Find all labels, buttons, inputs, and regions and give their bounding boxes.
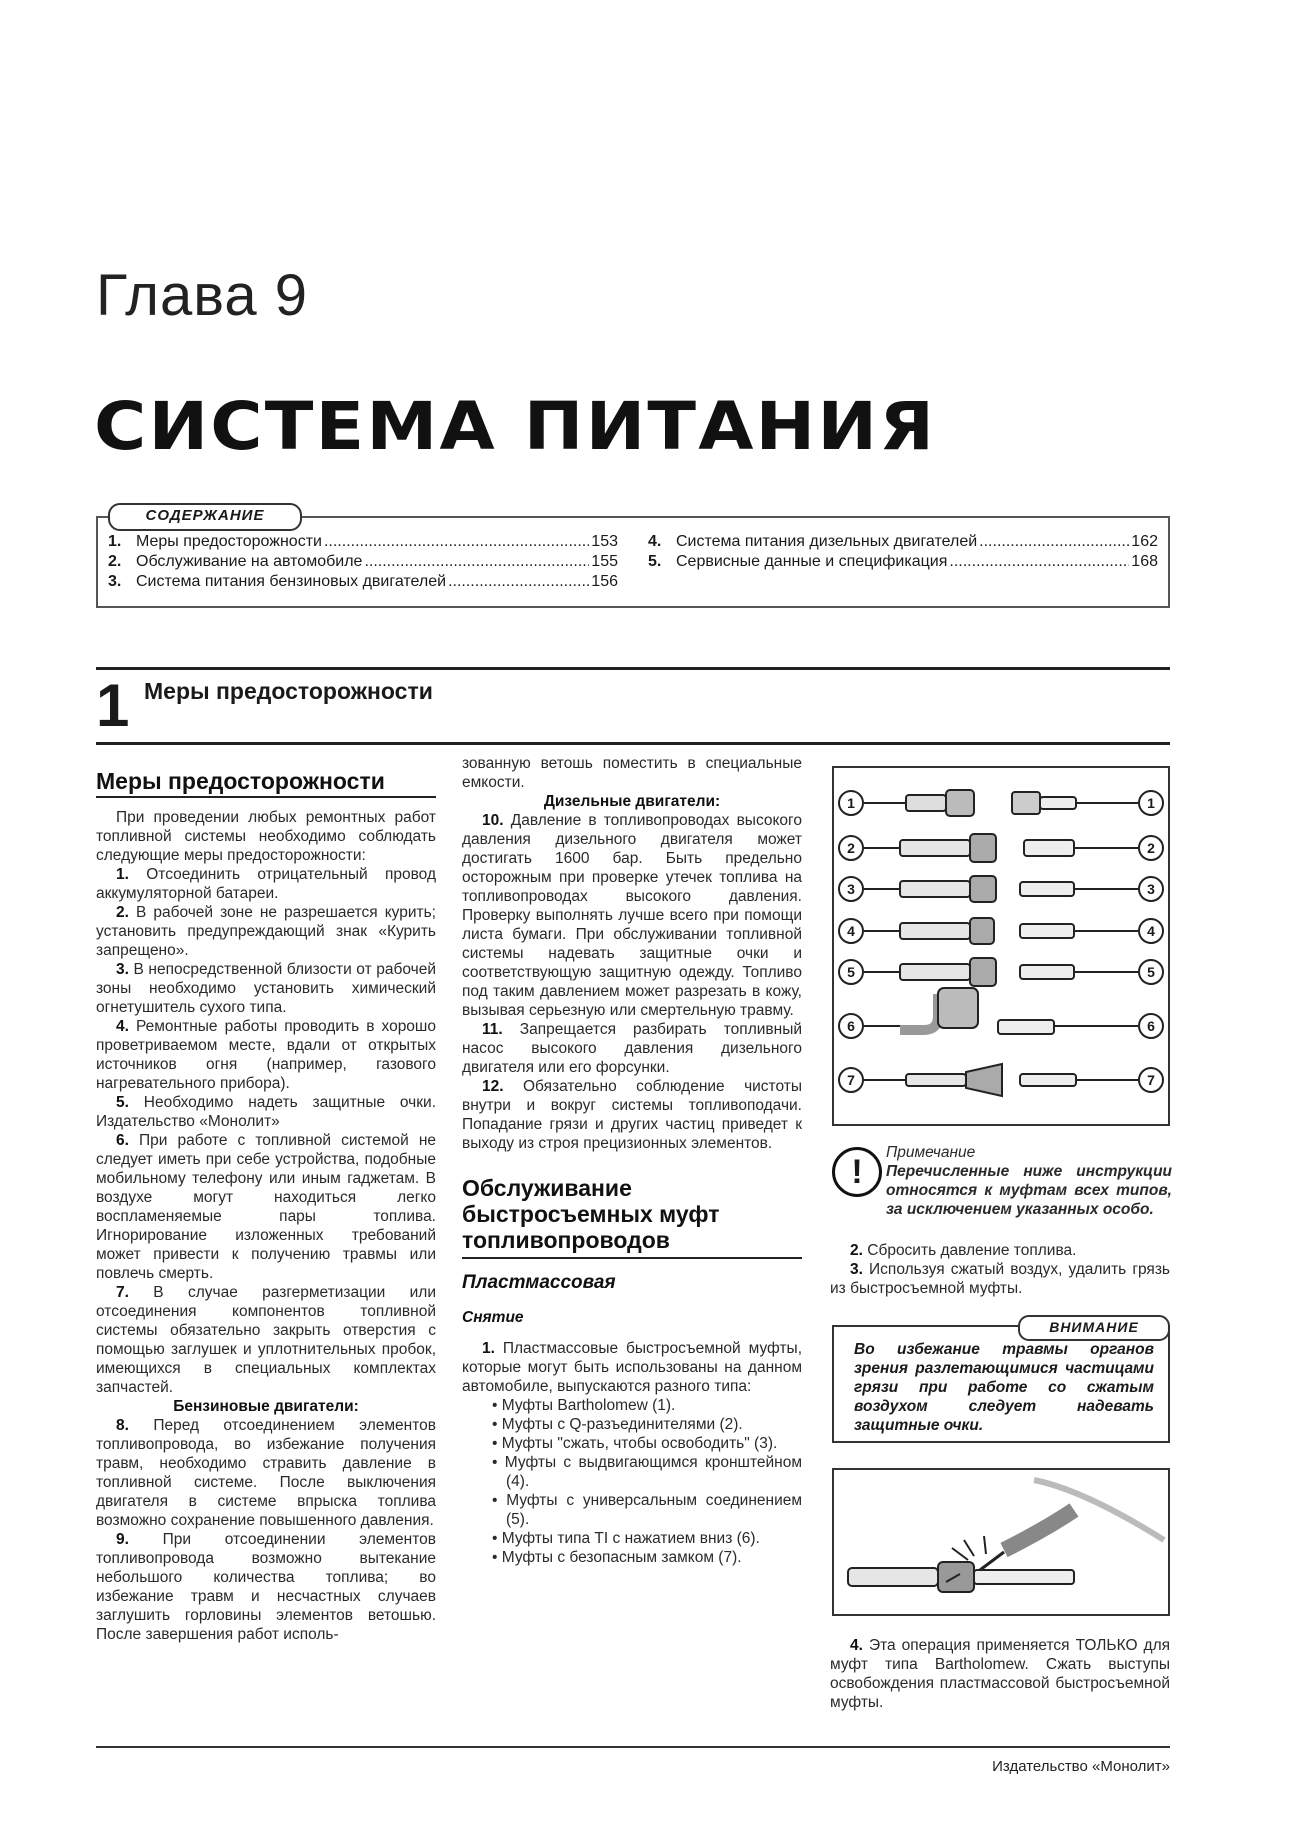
- item-number: 2.: [116, 904, 129, 921]
- item-text: При работе с топливной системой не следует иметь при себе устройства, подобные мобильному телефону или иным гаджетам. В воздухе могут находиться легко воспламеняемые пары топлива. Игнорирование изложенных требований может привести к получению травмы или повлечь смерть.: [96, 1132, 436, 1282]
- figure-label: 1: [838, 790, 864, 816]
- list-item: [96, 865, 436, 903]
- bullet-text: Муфты Bartholomew (1).: [501, 1397, 676, 1414]
- step-text: Пластмассовые быстросъемной муфты, которые могут быть использованы на данном автомобиле, выпускаются разного типа:: [462, 1340, 802, 1395]
- figure-label: 7: [838, 1067, 864, 1093]
- figure-label: 7: [1138, 1067, 1164, 1093]
- note-exclamation-icon: !: [832, 1147, 882, 1197]
- toc-item-page: 168: [1131, 553, 1158, 570]
- list-item: [96, 1093, 436, 1131]
- item-text: Перед отсоединением элементов топливопровода, во избежание получения травм, необходимо стравить давление в топливной системе. После выключения двигателя в системе впрыска топлива возможно сохранение повышенного давления.: [96, 1417, 437, 1529]
- item-text: Необходимо надеть защитные очки. Издательство «Монолит»: [96, 1094, 437, 1130]
- plastic-subheading: Пластмассовая: [462, 1272, 616, 1293]
- item-text: При отсоединении элементов топливопровода возможно вытекание небольшого количества топлива; во избежание травм и несчастных случаев заглушить горловины элементов ветошью. После завершения работ исполь-: [96, 1531, 436, 1643]
- list-item: [830, 1241, 1170, 1260]
- section-rule-bottom: [96, 742, 1170, 745]
- bullet-item: [462, 1415, 802, 1434]
- item-number: 7.: [116, 1284, 129, 1301]
- figure-label: 2: [1138, 835, 1164, 861]
- bullet-icon: •: [492, 1435, 502, 1452]
- item-text: Давление в топливопроводах высокого давления дизельного двигателя может достигать 1600 бар. Быть предельно осторожным при проверке утечек топлива на топливопроводах высокого давления. Проверку выполнять лучше всего при помощи листа бумаги. При обслуживании топливной системы надевать защитные очки и соответствующую защитную одежду. Топливо под таким давлением может разрезать в кожу, вызывая серьезную или смертельную травму.: [462, 812, 802, 1019]
- item-text: Отсоединить отрицательный провод аккумуляторной батареи.: [96, 866, 437, 902]
- air-gun-illustration: [834, 1470, 1168, 1614]
- section-rule-top: [96, 667, 1170, 670]
- step-4: [830, 1636, 1170, 1712]
- item-text: Используя сжатый воздух, удалить грязь из быстросъемной муфты.: [830, 1261, 1171, 1297]
- toc-item-number: 5.: [648, 553, 662, 570]
- connector-types-figure: [832, 766, 1170, 1126]
- item-number: 12.: [482, 1078, 504, 1095]
- toc-column-right: [648, 532, 1158, 572]
- diesel-subheading: Дизельные двигатели:: [543, 793, 721, 810]
- toc-item-page: 153: [591, 533, 618, 550]
- precaution-list: [96, 865, 436, 1397]
- step-4-block: [830, 1636, 1170, 1712]
- bullet-icon: •: [492, 1492, 507, 1509]
- item-number: 1.: [116, 866, 129, 883]
- list-item: [96, 1131, 436, 1283]
- bullet-item: [462, 1453, 802, 1491]
- column-2: [462, 754, 802, 1567]
- bullet-item: [462, 1491, 802, 1529]
- step-number: 4.: [850, 1637, 863, 1654]
- bullet-text: Муфты "сжать, чтобы освободить" (3).: [501, 1435, 778, 1452]
- column-1-heading: Меры предосторожности: [96, 768, 385, 794]
- item-number: 5.: [116, 1094, 129, 1111]
- warning-text: Во избежание травмы органов зрения разлетающимися частицами грязи при работе со сжатым воздухом следует надевать защитные очки.: [854, 1341, 1154, 1434]
- step-number: 1.: [482, 1340, 495, 1357]
- item-number: 4.: [116, 1018, 129, 1035]
- removal-subheading: Снятие: [462, 1309, 524, 1326]
- toc-item-page: 156: [591, 573, 618, 590]
- gasoline-list: [96, 1416, 436, 1644]
- bullet-item: [462, 1548, 802, 1567]
- toc-item[interactable]: [108, 572, 618, 592]
- list-item: [96, 1530, 436, 1644]
- list-item: [96, 903, 436, 960]
- bullet-text: Муфты с универсальным соединением (5).: [506, 1492, 802, 1528]
- column-3-list: [830, 1241, 1170, 1298]
- item-text: Сбросить давление топлива.: [867, 1242, 1077, 1259]
- toc-leader-dots: [448, 572, 589, 592]
- footer-publisher: Издательство «Монолит»: [992, 1758, 1170, 1775]
- figure-label: 4: [838, 918, 864, 944]
- chapter-title: СИСТЕМА ПИТАНИЯ: [94, 388, 937, 465]
- quick-connector-heading: Обслуживание быстросъемных муфт топливопроводов: [462, 1175, 720, 1253]
- item-text: В случае разгерметизации или отсоединения компонентов топливной системы обязательно закрыть отверстия с помощью заглушек и уплотнительных пробок, имеющихся в специальных комплектах запчастей.: [96, 1284, 436, 1396]
- toc-item-label: Система питания дизельных двигателей: [676, 533, 978, 550]
- item-number: 6.: [116, 1132, 129, 1149]
- intro-paragraph: При проведении любых ремонтных работ топливной системы необходимо соблюдать следующие меры предосторожности:: [96, 809, 436, 864]
- toc-item-label: Сервисные данные и спецификация: [676, 553, 948, 570]
- connector-illustration: [834, 768, 1168, 1124]
- toc-item[interactable]: [648, 532, 1158, 552]
- toc-item[interactable]: [108, 552, 618, 572]
- toc-leader-dots: [364, 552, 589, 572]
- toc-item[interactable]: [648, 552, 1158, 572]
- connector-type-list: [462, 1396, 802, 1567]
- figure-label: 4: [1138, 918, 1164, 944]
- item-text: Запрещается разбирать топливный насос высокого давления дизельного двигателя или его форсунки.: [462, 1021, 802, 1076]
- item-number: 8.: [116, 1417, 129, 1434]
- bullet-icon: •: [492, 1454, 505, 1471]
- toc-item-label: Система питания бензиновых двигателей: [136, 573, 447, 590]
- list-item: [96, 1017, 436, 1093]
- column-1: [96, 768, 436, 1644]
- list-item: [96, 1283, 436, 1397]
- figure-label: 6: [1138, 1013, 1164, 1039]
- heading-rule: [96, 796, 436, 798]
- bullet-icon: •: [492, 1530, 502, 1547]
- item-number: 3.: [116, 961, 129, 978]
- item-text: В рабочей зоне не разрешается курить; установить предупреждающий знак «Курить запрещено».: [96, 904, 436, 959]
- figure-label: 5: [1138, 959, 1164, 985]
- toc-item-number: 4.: [648, 533, 662, 550]
- list-item: [462, 1020, 802, 1077]
- toc-item-number: 1.: [108, 533, 122, 550]
- toc-item-page: 155: [591, 553, 618, 570]
- chapter-label: Глава 9: [96, 263, 309, 328]
- diesel-list: [462, 811, 802, 1153]
- toc-item-number: 2.: [108, 553, 122, 570]
- toc-column-left: [108, 532, 618, 592]
- item-number: 10.: [482, 812, 504, 829]
- toc-item-page: 162: [1131, 533, 1158, 550]
- bullet-text: Муфты с безопасным замком (7).: [501, 1549, 742, 1566]
- warning-label: ВНИМАНИЕ: [1018, 1315, 1170, 1341]
- figure-label: 1: [1138, 790, 1164, 816]
- list-item: [96, 960, 436, 1017]
- list-item: [96, 1416, 436, 1530]
- step-1: [462, 1339, 802, 1396]
- figure-label: 2: [838, 835, 864, 861]
- bullet-icon: •: [492, 1549, 502, 1566]
- figure-label: 3: [1138, 876, 1164, 902]
- bullet-text: Муфты с Q-разъединителями (2).: [501, 1416, 743, 1433]
- item-number: 11.: [482, 1021, 503, 1038]
- item-number: 2.: [850, 1242, 863, 1259]
- item-text: Ремонтные работы проводить в хорошо проветриваемом месте, вдали от открытых источников огня (например, газового нагревательного прибора).: [96, 1018, 436, 1092]
- gasoline-subheading: Бензиновые двигатели:: [173, 1398, 359, 1415]
- bullet-text: Муфты с выдвигающимся кронштейном (4).: [504, 1454, 803, 1490]
- list-item: [830, 1260, 1170, 1298]
- figure-label: 5: [838, 959, 864, 985]
- toc-item[interactable]: [108, 532, 618, 552]
- toc-item-label: Обслуживание на автомобиле: [136, 553, 363, 570]
- item-number: 3.: [850, 1261, 863, 1278]
- item-number: 9.: [116, 1531, 129, 1548]
- footer-rule: [96, 1746, 1170, 1748]
- toc-label: СОДЕРЖАНИЕ: [108, 503, 302, 531]
- bullet-item: [462, 1529, 802, 1548]
- toc-item-label: Меры предосторожности: [136, 533, 322, 550]
- step-text: Эта операция применяется ТОЛЬКО для муфт типа Bartholomew. Сжать выступы освобождения пластмассовой быстросъемной муфты.: [830, 1637, 1171, 1711]
- column-3-steps: [830, 1241, 1170, 1298]
- list-item: [462, 811, 802, 1020]
- note-title: Примечание: [886, 1144, 976, 1161]
- figure-label: 3: [838, 876, 864, 902]
- continued-paragraph: зованную ветошь поместить в специальные емкости.: [462, 755, 802, 791]
- toc-leader-dots: [949, 552, 1129, 572]
- bullet-item: [462, 1396, 802, 1415]
- note-text: Перечисленные ниже инструкции относятся к муфтам всех типов, за исключением указанных особо.: [886, 1163, 1172, 1218]
- bullet-icon: •: [492, 1397, 502, 1414]
- figure-label: 6: [838, 1013, 864, 1039]
- bullet-text: Муфты типа TI с нажатием вниз (6).: [501, 1530, 760, 1547]
- heading-rule: [462, 1257, 802, 1259]
- section-title: Меры предосторожности: [144, 678, 433, 704]
- item-text: Обязательно соблюдение чистоты внутри и вокруг системы топливоподачи. Попадание грязи и других частиц приведет к выходу из строя прецизионных элементов.: [462, 1078, 802, 1152]
- section-number: 1: [96, 672, 130, 739]
- bullet-item: [462, 1434, 802, 1453]
- toc-item-number: 3.: [108, 573, 122, 590]
- bullet-icon: •: [492, 1416, 502, 1433]
- compressed-air-figure: [832, 1468, 1170, 1616]
- item-text: В непосредственной близости от рабочей зоны необходимо установить химический огнетушитель сухого типа.: [96, 961, 436, 1016]
- note-block: [886, 1143, 1172, 1219]
- toc-leader-dots: [324, 532, 589, 552]
- toc-leader-dots: [979, 532, 1129, 552]
- list-item: [462, 1077, 802, 1153]
